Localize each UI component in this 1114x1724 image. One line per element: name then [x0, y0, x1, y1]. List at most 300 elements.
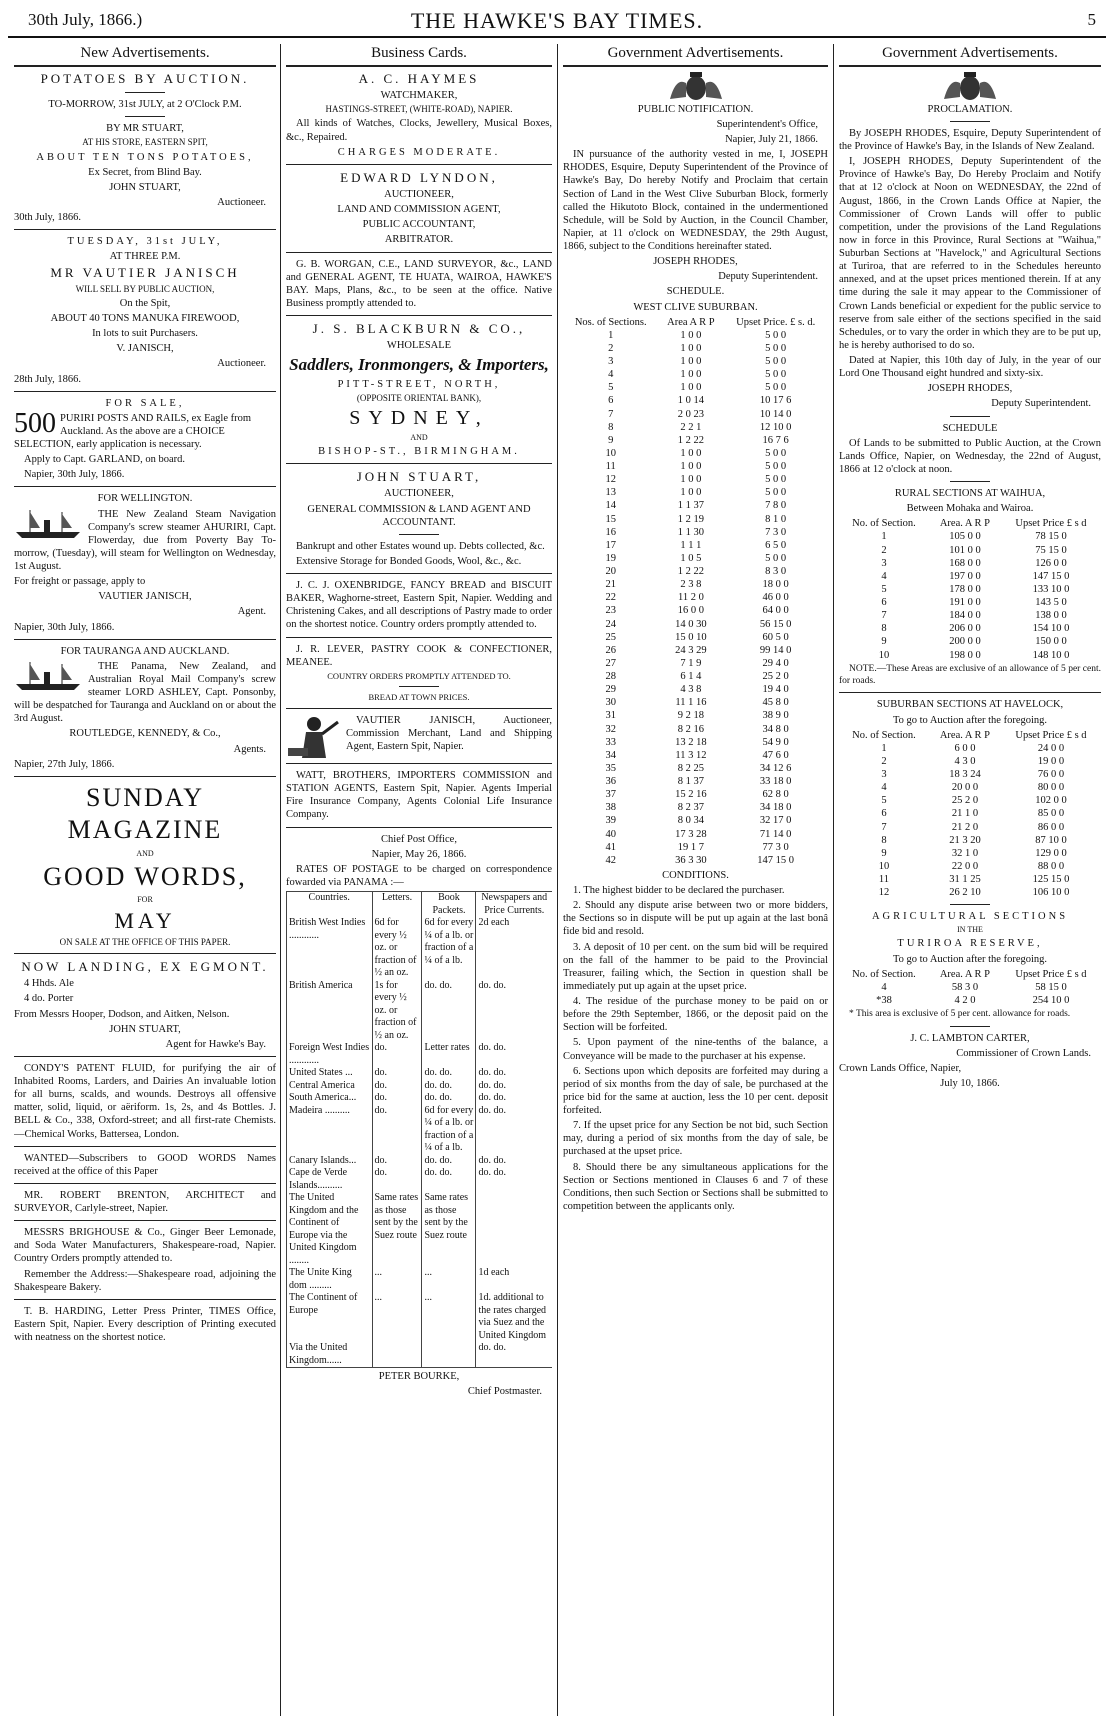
table-cell: 2 [608, 342, 614, 354]
page-number: 5 [1087, 10, 1096, 29]
table-cell: Madeira .......... [287, 1105, 373, 1155]
table-cell: 1 0 0 [680, 474, 702, 486]
table-cell: 42 [605, 854, 616, 866]
column-government-advertisements-2 [839, 44, 1101, 1716]
table-cell: 16 7 6 [762, 434, 789, 446]
advert-line: ABOUT TEN TONS POTATOES, [36, 151, 254, 163]
table-cell: 5 0 0 [765, 474, 787, 486]
haymes-card [286, 71, 552, 159]
advert-signature: V. JANISCH, [116, 343, 174, 355]
schedule-row [563, 788, 828, 801]
card-line: PITT-STREET, NORTH, [337, 378, 501, 390]
card-line: BISHOP-ST., BIRMINGHAM. [318, 446, 520, 457]
card-line: Extensive Storage for Bonded Goods, Wool, &c., &c. [296, 555, 522, 567]
card-line: PUBLIC ACCOUNTANT, [362, 219, 476, 231]
schedule-title: SCHEDULE [942, 422, 998, 434]
advert-line: Agents. [233, 743, 266, 755]
schedule-row [839, 781, 1101, 794]
table-cell: 6 0 0 [954, 742, 976, 754]
schedule-row [839, 635, 1101, 648]
conditions-list [563, 884, 828, 1213]
advert-signature: JOHN STUART, [109, 1023, 181, 1035]
table-cell: 9 2 18 [677, 710, 705, 722]
schedule-row [563, 421, 828, 434]
table-cell: 8 1 0 [765, 513, 787, 525]
schedule-row [839, 557, 1101, 570]
schedule-row [839, 981, 1101, 994]
advert-title: SUNDAY MAGAZINE [67, 782, 223, 845]
table-cell: 29 4 0 [762, 657, 789, 669]
commissioner-office: Crown Lands Office, Napier, [839, 1063, 962, 1075]
schedule-row [563, 473, 828, 486]
advert-line: 4 do. Porter [24, 993, 74, 1005]
table-cell: 101 0 0 [949, 544, 981, 556]
table-cell: Cape de Verde Islands.......... [287, 1167, 373, 1192]
table-cell: 15 [605, 513, 616, 525]
agricultural-line: IN THE [957, 925, 983, 935]
schedule-row [563, 434, 828, 447]
tauranga-advert [14, 645, 276, 771]
table-cell: 4 3 8 [680, 684, 702, 696]
postage-row [287, 1067, 553, 1080]
table-cell: do. [372, 1167, 422, 1192]
harding-advert: T. B. HARDING, Letter Press Printer, TIMES Office, Eastern Spit, Napier. Every description of Printing executed with neatness on the shortest notice. [14, 1305, 276, 1343]
table-cell: 78 15 0 [1035, 531, 1067, 543]
schedule-title: SCHEDULE. [666, 286, 725, 298]
table-cell: do. do. [476, 1092, 552, 1105]
rural-schedule-table [839, 517, 1101, 661]
suburban-title: SUBURBAN SECTIONS AT HAVELOCK, [876, 699, 1064, 711]
table-cell: 13 2 18 [675, 736, 707, 748]
table-cell: 19 4 0 [762, 684, 789, 696]
table-cell: ... [372, 1292, 422, 1342]
table-cell: do. do. [422, 1067, 476, 1080]
table-cell: 8 2 25 [677, 762, 705, 774]
schedule-row [563, 342, 828, 355]
schedule-row [839, 886, 1101, 899]
table-cell: 9 [881, 847, 887, 859]
schedule-row [839, 583, 1101, 596]
schedule-row [563, 762, 828, 775]
table-header-cell: Upset Price £ s d [1015, 968, 1087, 980]
table-cell: 17 3 28 [675, 828, 707, 840]
magazine-advert [14, 782, 276, 948]
table-cell: 6d for every ¼ of a lb. or fraction of a ¼ of a lb. [422, 917, 476, 980]
table-cell: 1 [881, 531, 887, 543]
brighouse-address: Remember the Address:—Shakespeare road, adjoining the Shakespeare Bakery. [14, 1268, 276, 1293]
table-cell: 1 0 14 [677, 395, 705, 407]
condition-item: 7. If the upset price for any Section be not bid, such Section may, during a period of six months from the day of sale, be purchased at the upset price. [563, 1120, 828, 1158]
schedule-row [563, 578, 828, 591]
table-cell: 75 15 0 [1035, 544, 1067, 556]
forsale-advert [14, 397, 276, 482]
schedule-row [563, 644, 828, 657]
table-cell: do. do. [476, 1105, 552, 1155]
table-cell: 34 18 0 [759, 802, 792, 814]
column-government-advertisements [563, 44, 828, 1716]
schedule-row [563, 513, 828, 526]
notice-body: IN pursuance of the authority vested in me, I, JOSEPH RHODES, Esquire, Deputy Superintendent of the Province of Hawke's Bay, Do hereby Notify and Proclaim that certain Section of Land in the West Clive Suburban Block, formerly called the Hikutoto Block, contained in the undermentioned Schedule, will be Sold by Auction, in the Council Chamber, Napier, at 11 o'clock on WEDNESDAY, the 29th August, 1866, subject to the Conditions hereinafter stated. [563, 149, 828, 252]
table-cell: 7 1 9 [680, 657, 702, 669]
table-cell: 32 1 0 [951, 847, 979, 859]
condition-item: 5. Upon payment of the nine-tenths of the balance, a Conveyance will be made to the purchaser at his expense. [563, 1037, 828, 1062]
table-cell: 8 2 37 [677, 802, 705, 814]
table-cell: 2 0 23 [677, 408, 705, 420]
table-cell: 34 8 0 [762, 723, 789, 735]
table-cell: 5 0 0 [765, 552, 787, 564]
table-cell: 4 3 0 [954, 755, 976, 767]
table-cell: 58 15 0 [1035, 981, 1067, 993]
schedule-text: Of Lands to be submitted to Public Auction, at the Crown Lands Office, Napier, on Wednesday, the 22nd of August, 1866 at 12 o'clock at noon. [839, 437, 1101, 475]
table-cell: 143 5 0 [1035, 597, 1067, 608]
advert-number: 500 [14, 407, 56, 439]
table-cell [422, 1342, 476, 1368]
table-cell: 6d for every ¼ of a lb. or fraction of a ¼ of a lb. [422, 1105, 476, 1155]
table-cell: do. do. [476, 1080, 552, 1093]
table-cell: 62 8 0 [762, 789, 789, 801]
table-cell: 168 0 0 [949, 557, 981, 569]
advert-line: In lots to suit Purchasers. [92, 328, 198, 340]
schedule-row [839, 821, 1101, 834]
schedule-row [563, 683, 828, 696]
schedule-row [839, 530, 1101, 543]
advert-body: THE New Zealand Steam Navigation Company's screw steamer AHURIRI, Capt. Flowerday, due from Poverty Bay To-morrow, (Tuesday), will steam for Wellington on Wednesday, 1st August. [14, 508, 276, 572]
column-heading: Government Advertisements. [563, 44, 828, 67]
steamship-illustration [14, 660, 84, 694]
table-cell: 18 0 0 [762, 579, 789, 591]
column-new-advertisements [14, 44, 276, 1716]
postage-row [287, 1342, 553, 1368]
table-cell: do. do. [476, 1155, 552, 1168]
table-cell: 35 [605, 762, 616, 774]
advert-line: On the Spit, [119, 297, 171, 309]
schedule-row [563, 552, 828, 565]
royal-arms-crest [940, 71, 1000, 101]
postage-row [287, 1092, 553, 1105]
table-cell: 31 [605, 710, 616, 722]
suburban-subtitle: To go to Auction after the foregoing. [892, 714, 1048, 726]
rural-subtitle: Between Mohaka and Wairoa. [906, 503, 1034, 515]
table-cell: 12 [605, 474, 616, 486]
card-body: All kinds of Watches, Clocks, Jewellery, Musical Boxes, &c., Repaired. [286, 118, 552, 143]
table-cell: 3 [608, 356, 614, 367]
table-cell: 15 2 16 [675, 789, 707, 801]
table-cell: 47 6 0 [762, 749, 789, 761]
agricultural-schedule-table [839, 968, 1101, 1007]
proclamation-line: Deputy Superintendent. [991, 398, 1091, 410]
table-cell: 25 2 0 [951, 795, 979, 807]
table-cell: 184 0 0 [949, 610, 981, 622]
card-body: VAUTIER JANISCH, Auctioneer, Commission Merchant, Land and Shipping Agent, Eastern Spit, Napier. [346, 715, 552, 753]
table-cell: 1 2 22 [677, 434, 705, 446]
table-header-cell: Area A R P [667, 316, 715, 328]
table-cell: 8 [881, 623, 887, 635]
table-cell: 28 [605, 671, 616, 682]
table-cell: do. do. [476, 1042, 552, 1067]
table-cell: 1 0 5 [680, 552, 702, 564]
table-cell: The Unite King dom ......... [287, 1267, 373, 1292]
table-cell: 1 [608, 329, 614, 341]
table-cell: British America [287, 980, 373, 1043]
table-cell: 148 10 0 [1032, 649, 1070, 661]
card-title: J. R. LEVER, PASTRY COOK & CONFECTIONER, MEANEE. [286, 643, 552, 668]
table-cell: 3 [881, 769, 887, 780]
column-heading: Business Cards. [286, 44, 552, 67]
table-cell: 32 [605, 723, 616, 735]
agricultural-reserve: TURIROA RESERVE, [897, 938, 1043, 950]
table-cell: do. [372, 1042, 422, 1067]
commissioner-signature: J. C. LAMBTON CARTER, [910, 1032, 1030, 1044]
table-cell: 1 1 1 [680, 539, 702, 551]
table-cell: 11 [878, 874, 890, 885]
table-cell: Via the United Kingdom...... [287, 1342, 373, 1368]
advert-date: 30th July, 1866. [14, 212, 81, 223]
table-cell: 1 2 19 [677, 513, 705, 525]
table-header-cell: No. of Section. [852, 968, 916, 980]
card-line: Bankrupt and other Estates wound up. Debts collected, &c. [296, 540, 545, 552]
notice-body: RATES OF POSTAGE to be charged on correspondence fowarded via PANAMA :— [286, 863, 552, 888]
table-cell: 3 [881, 557, 887, 569]
page-header [8, 6, 1106, 38]
advert-title: POTATOES BY AUCTION. [40, 70, 250, 86]
table-cell: 206 0 0 [949, 623, 981, 635]
table-header-cell: Upset Price £ s d [1015, 518, 1087, 530]
schedule-row [563, 486, 828, 499]
table-cell: 254 10 0 [1032, 994, 1070, 1006]
advert-line: ON SALE AT THE OFFICE OF THIS PAPER. [59, 936, 231, 947]
column-rule [833, 44, 834, 1716]
table-cell: 8 [608, 421, 614, 433]
table-cell: 11 3 12 [675, 749, 707, 761]
table-cell: do. [372, 1155, 422, 1168]
table-header-cell: Upset Price. £ s. d. [736, 316, 816, 328]
proclamation-body: I, JOSEPH RHODES, Deputy Superintendent of the Province of Hawke's Bay, Do Hereby Proclaim and Notify that at 12 o'clock at Noon on WEDNESDAY, the 22nd of August, 1866, in the Crown Lands Office at Napier, the Commissioner of Crown Lands will offer to public competition, under the provisions of the Land Regulations now in force in this Province, Rural Sections at "Waihua," Suburban Sections at "Havelock," and Agricultural Sections at Turiroa, that are referred to in the Schedules hereunto annexed, and at the upset prices mentioned therein. If at any time during the sale it may appear to the Commissioner of Crown Lands beneficial or expedient for the public service to reserve from sale either of the sections specified in the said Schedules, or to vary the order in which they are to be put up, he is hereby authorised to do so. [839, 156, 1101, 351]
table-cell: do. do. [476, 1342, 552, 1368]
schedule-row [563, 565, 828, 578]
table-cell: 85 0 0 [1037, 808, 1065, 820]
table-cell: 54 9 0 [762, 736, 789, 748]
table-cell: 24 0 0 [1037, 742, 1065, 754]
postage-notice [286, 833, 552, 1399]
table-header-cell: Area. A R P [939, 968, 991, 980]
schedule-row [839, 596, 1101, 609]
table-cell: 9 [881, 636, 887, 648]
schedule-row [563, 526, 828, 539]
notice-line: Deputy Superintendent. [718, 271, 818, 283]
table-cell: 60 5 0 [762, 631, 789, 643]
schedule-row [563, 394, 828, 407]
table-cell: 19 1 7 [677, 841, 705, 853]
postage-row [287, 1192, 553, 1267]
schedule-row [563, 775, 828, 788]
table-cell: 2d each [476, 917, 552, 980]
schedule-row [563, 499, 828, 512]
table-cell: 2 [881, 544, 887, 556]
table-cell: 23 [605, 605, 616, 617]
card-title: JOHN STUART, [356, 469, 482, 485]
rural-note: NOTE.—These Areas are exclusive of an allowance of 5 per cent. for roads. [839, 663, 1101, 686]
table-cell: 154 10 0 [1032, 623, 1070, 635]
schedule-row [563, 618, 828, 631]
advert-line: 4 Hhds. Ale [24, 978, 74, 990]
card-title: A. C. HAYMES [358, 70, 480, 86]
table-cell: 10 [878, 860, 890, 872]
table-cell: 133 10 0 [1032, 583, 1070, 595]
table-cell: 33 [605, 736, 616, 748]
table-header-cell: Newspapers and Price Currents. [476, 892, 552, 918]
watt-card: WATT, BROTHERS, IMPORTERS COMMISSION and STATION AGENTS, Eastern Spit, Napier. Agents Imperial Fire Insurance Company, Agents Colonial Life Insurance Company. [286, 770, 552, 821]
advert-line: AT HIS STORE, EASTERN SPIT, [82, 137, 208, 148]
table-cell: do. do. [422, 1155, 476, 1168]
advert-line: AND [136, 848, 154, 858]
card-line: (OPPOSITE ORIENTAL BANK), [356, 392, 482, 403]
table-cell: Same rates as those sent by the Suez route [422, 1192, 476, 1267]
notice-signature: PETER BOURKE, [378, 1371, 460, 1382]
schedule-row [839, 755, 1101, 768]
table-cell: 102 0 0 [1035, 795, 1067, 807]
table-cell: 2 2 1 [680, 421, 702, 433]
card-line: BREAD AT TOWN PRICES. [368, 692, 470, 703]
table-cell: 22 0 0 [951, 860, 979, 872]
table-cell: 13 [605, 487, 616, 499]
condy-advert: CONDY'S PATENT FLUID, for purifying the air of Inhabited Rooms, Larders, and Dairies An invaluable lotion for all burns, scalds, and wounds. Destroys all offensive matter, solid, liquid, or aëriform. 1s, 2s, and 4s Bottles. J. BELL & Co., 338, Oxford-street; and all first-rate Chemists.—Chemical Works, Battersea, London. [14, 1062, 276, 1140]
card-line: LAND AND COMMISSION AGENT, [337, 204, 501, 216]
table-cell: 5 0 0 [765, 382, 787, 394]
table-cell: 11 1 16 [675, 697, 707, 709]
table-cell: 1 0 0 [680, 487, 702, 499]
agricultural-title: AGRICULTURAL SECTIONS [871, 911, 1069, 923]
agricultural-subtitle: To go to Auction after the foregoing. [892, 953, 1048, 965]
schedule-row [839, 807, 1101, 820]
table-cell: 26 2 10 [949, 887, 981, 899]
schedule-row [839, 873, 1101, 886]
table-cell: 10 [605, 447, 616, 459]
advert-line: Agent. [237, 606, 266, 618]
table-cell [476, 1192, 552, 1267]
schedule-row [563, 381, 828, 394]
schedule-row [839, 570, 1101, 583]
advert-title: GOOD WORDS, [43, 861, 247, 891]
advert-line: Agent for Hawke's Bay. [165, 1038, 266, 1050]
card-line: CHARGES MODERATE. [337, 146, 501, 158]
table-cell: 4 [881, 782, 887, 794]
table-cell: 21 3 20 [949, 834, 981, 846]
table-cell: 1d each [476, 1267, 552, 1292]
advert-date: 28th July, 1866. [14, 373, 81, 385]
advert-line: For freight or passage, apply to [14, 576, 146, 588]
table-cell: 86 0 0 [1037, 821, 1065, 833]
table-cell: 1 0 0 [680, 329, 702, 341]
conditions-title: CONDITIONS. [662, 869, 729, 881]
table-cell: 56 15 0 [759, 618, 792, 630]
table-cell: 46 0 0 [762, 592, 789, 604]
advert-line: AT THREE P.M. [109, 251, 181, 263]
table-cell: 6 [608, 395, 614, 407]
table-cell: 21 2 0 [951, 821, 979, 833]
table-cell: 191 0 0 [949, 597, 981, 608]
table-cell: Canary Islands... [287, 1155, 373, 1168]
schedule-row [563, 736, 828, 749]
card-title: EDWARD LYNDON, [340, 169, 498, 185]
table-cell: 12 [878, 887, 890, 899]
column-heading: Government Advertisements. [839, 44, 1101, 67]
postage-row [287, 1292, 553, 1342]
table-cell: 10 [878, 649, 890, 661]
advert-body: PURIRI POSTS AND RAILS, ex Eagle from Auckland. As the above are a CHOICE SELECTION, early application is necessary. [14, 412, 252, 450]
table-cell: 30 [605, 697, 616, 709]
table-cell: 17 [605, 539, 616, 551]
table-cell: 16 0 0 [677, 605, 705, 617]
table-cell: 20 0 0 [951, 782, 979, 794]
advert-signature: VAUTIER JANISCH, [98, 591, 192, 603]
notice-date: Napier, May 26, 1866. [371, 848, 467, 860]
table-cell: do. [372, 1080, 422, 1093]
notice-line: Chief Post Office, [381, 833, 457, 845]
advert-line: Auctioneer. [217, 196, 266, 208]
lyndon-card [286, 170, 552, 247]
table-cell: 5 [881, 583, 887, 595]
card-line: ARBITRATOR. [384, 234, 454, 246]
rural-title: RURAL SECTIONS AT WAIHUA, [894, 488, 1046, 499]
table-cell: 36 3 30 [675, 854, 707, 866]
table-cell: ... [372, 1267, 422, 1292]
schedule-row [839, 622, 1101, 635]
schedule-row [563, 657, 828, 670]
advert-line: TUESDAY, 31st JULY, [67, 236, 223, 248]
postage-row [287, 1155, 553, 1168]
column-rule [557, 44, 558, 1716]
table-cell: 138 0 0 [1035, 610, 1067, 622]
blackburn-card [286, 321, 552, 458]
table-cell: do. [372, 1092, 422, 1105]
table-cell: 7 [608, 408, 614, 420]
brighouse-advert: MESSRS BRIGHOUSE & Co., Ginger Beer Lemonade, and Soda Water Manufacturers, Shakespeare-road, Napier. Country Orders promptly attended to. [14, 1227, 276, 1265]
table-cell: 6 [881, 597, 887, 608]
advert-line: BY MR STUART, [106, 123, 184, 135]
card-line: SYDNEY, [349, 407, 489, 429]
schedule-row [563, 801, 828, 814]
schedule-row [839, 544, 1101, 557]
commissioner-role: Commissioner of Crown Lands. [956, 1048, 1091, 1059]
condition-item: 1. The highest bidder to be declared the purchaser. [573, 885, 785, 896]
schedule-row [839, 834, 1101, 847]
table-cell: 8 0 34 [677, 815, 705, 827]
table-cell: 5 0 0 [765, 461, 787, 472]
oxenbridge-card: J. C. J. OXENBRIDGE, FANCY BREAD and BISCUIT BAKER, Waghorne-street, Eastern Spit, Napier. Wedding and Christening Cakes, and all descriptions of Pastry made to order on the shortest notice. Country orders promptly attended to. [286, 580, 552, 631]
table-cell: 36 [605, 776, 616, 787]
table-cell: 1s for every ½ oz. or fraction of ½ an oz. [372, 980, 422, 1043]
schedule-row [839, 609, 1101, 622]
table-cell: 8 2 16 [677, 723, 705, 735]
janisch-card [286, 714, 552, 753]
worgan-card: G. B. WORGAN, C.E., LAND SURVEYOR, &c., LAND and GENERAL AGENT, TE HUATA, WAIROA, HAWKE'S BAY. Maps, Plans, &c., to be seen at the office. Native Business promptly attended to. [286, 258, 552, 309]
postage-row [287, 980, 553, 1043]
advert-line: FOR [137, 895, 153, 905]
table-header-cell: No. of Section. [852, 729, 916, 741]
table-cell: 1 [881, 742, 887, 754]
postage-row [287, 1105, 553, 1155]
table-cell: 8 3 0 [765, 566, 787, 577]
table-cell: 15 0 10 [675, 631, 707, 643]
table-cell: 106 10 0 [1032, 887, 1070, 899]
advert-date: Napier, 27th July, 1866. [14, 758, 115, 770]
table-cell [372, 1342, 422, 1368]
notice-line: Superintendent's Office, [716, 118, 818, 130]
card-line: AUCTIONEER, [384, 488, 454, 500]
postage-table [286, 891, 552, 1368]
advert-body: THE Panama, New Zealand, and Australian Royal Mail Company's screw steamer LORD ASHLEY, Capt. Ponsonby, will be despatched for Tauranga and Auckland on or about the 3rd August. [14, 660, 276, 725]
table-cell: do. [372, 1105, 422, 1155]
